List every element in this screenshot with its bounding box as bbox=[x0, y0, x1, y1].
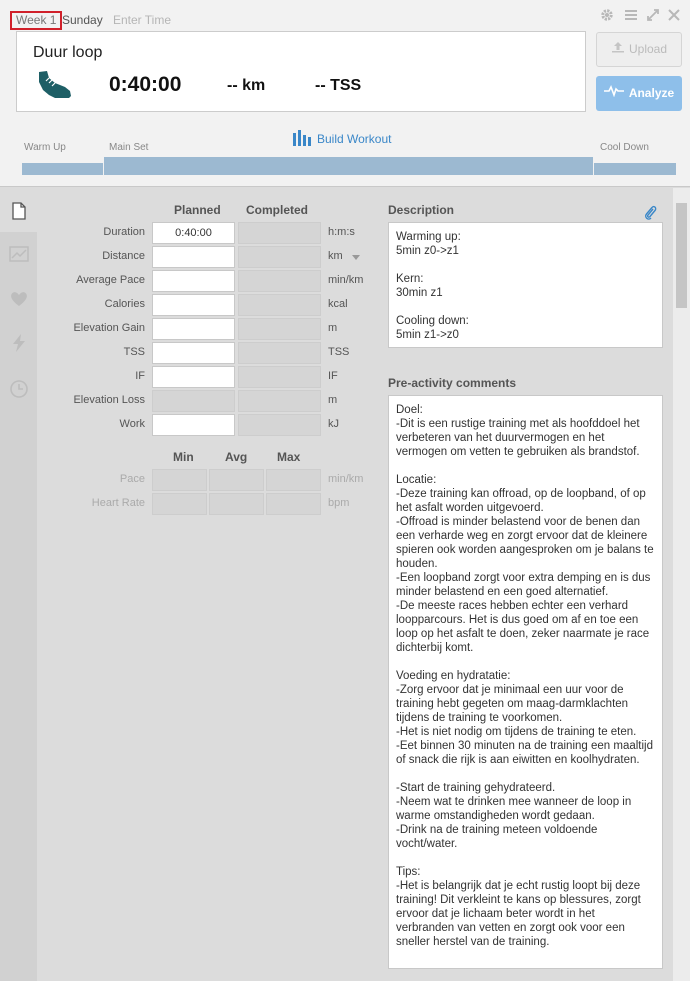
upload-icon bbox=[611, 33, 625, 66]
planned-input[interactable] bbox=[152, 390, 235, 412]
cool-down-label: Cool Down bbox=[600, 142, 649, 153]
workout-header bbox=[0, 0, 690, 187]
range-label: Heart Rate bbox=[91, 497, 145, 509]
completed-input[interactable] bbox=[238, 222, 321, 244]
planned-input[interactable] bbox=[152, 366, 235, 388]
paperclip-icon[interactable] bbox=[643, 203, 657, 224]
chevron-down-icon[interactable] bbox=[351, 251, 361, 265]
metric-unit: m bbox=[328, 322, 338, 334]
range-unit: bpm bbox=[328, 497, 350, 509]
workout-summary-card bbox=[16, 31, 586, 112]
clock-icon[interactable] bbox=[9, 379, 29, 399]
range-unit: min/km bbox=[328, 473, 364, 485]
upload-label: Upload bbox=[628, 42, 668, 56]
completed-input[interactable] bbox=[238, 342, 321, 364]
planned-input[interactable] bbox=[152, 414, 235, 436]
planned-input[interactable] bbox=[152, 342, 235, 364]
completed-input[interactable] bbox=[238, 270, 321, 292]
workout-details bbox=[37, 188, 673, 981]
metric-unit: IF bbox=[328, 370, 338, 382]
metric-label: TSS bbox=[123, 346, 145, 358]
planned-input[interactable] bbox=[152, 246, 235, 268]
metric-label: Distance bbox=[102, 250, 145, 262]
run-shoe-icon bbox=[35, 70, 73, 100]
workout-title[interactable]: Duur loop bbox=[33, 44, 103, 61]
completed-input[interactable] bbox=[238, 294, 321, 316]
main-set-label: Main Set bbox=[109, 142, 149, 153]
metric-label: Calories bbox=[104, 298, 145, 310]
completed-input[interactable] bbox=[238, 246, 321, 268]
menu-icon[interactable] bbox=[624, 8, 638, 22]
avg-input[interactable] bbox=[209, 469, 264, 491]
metric-unit: kcal bbox=[328, 298, 348, 310]
metric-unit: TSS bbox=[328, 346, 350, 358]
metric-label: Work bbox=[119, 418, 145, 430]
description-title: Description bbox=[388, 203, 455, 217]
metric-label: IF bbox=[135, 370, 145, 382]
planned-input[interactable] bbox=[152, 318, 235, 340]
upload-button[interactable] bbox=[596, 32, 682, 67]
cool-down-segment[interactable] bbox=[594, 163, 676, 175]
bar-chart-icon bbox=[292, 130, 312, 149]
day-label: Sunday bbox=[62, 13, 103, 27]
gear-icon[interactable] bbox=[600, 8, 614, 22]
build-workout-link[interactable] bbox=[292, 130, 391, 149]
completed-header: Completed bbox=[246, 203, 309, 217]
warm-up-segment[interactable] bbox=[22, 163, 103, 175]
chart-icon[interactable] bbox=[9, 244, 29, 264]
side-tabbar bbox=[0, 188, 37, 981]
metric-unit[interactable]: km bbox=[328, 250, 343, 262]
main-set-segment[interactable] bbox=[104, 157, 593, 175]
analyze-label: Analyze bbox=[628, 86, 675, 100]
metric-label: Duration bbox=[103, 226, 145, 238]
completed-input[interactable] bbox=[238, 414, 321, 436]
planned-input[interactable] bbox=[152, 270, 235, 292]
metric-label: Elevation Gain bbox=[73, 322, 145, 334]
max-input[interactable] bbox=[266, 493, 321, 515]
completed-input[interactable] bbox=[238, 318, 321, 340]
planned-input[interactable]: 0:40:00 bbox=[152, 222, 235, 244]
expand-icon[interactable] bbox=[646, 8, 660, 22]
description-text[interactable]: Warming up: 5min z0->z1 Kern: 30min z1 Cooling down: 5min z1->z0 bbox=[388, 222, 663, 348]
avg-input[interactable] bbox=[209, 493, 264, 515]
min-header: Min bbox=[173, 450, 194, 464]
completed-input[interactable] bbox=[238, 390, 321, 412]
planned-header: Planned bbox=[174, 203, 221, 217]
avg-header: Avg bbox=[225, 450, 248, 464]
metric-unit: kJ bbox=[328, 418, 339, 430]
max-input[interactable] bbox=[266, 469, 321, 491]
summary-distance: -- km bbox=[227, 77, 266, 94]
build-workout-label: Build Workout bbox=[317, 132, 392, 146]
metric-label: Elevation Loss bbox=[73, 394, 145, 406]
comments-title: Pre-activity comments bbox=[388, 376, 517, 390]
planned-input[interactable] bbox=[152, 294, 235, 316]
min-input[interactable] bbox=[152, 493, 207, 515]
metric-unit: h:m:s bbox=[328, 226, 355, 238]
week-label[interactable]: Week 1 bbox=[10, 11, 62, 30]
document-icon[interactable] bbox=[9, 201, 29, 221]
pulse-icon bbox=[604, 76, 624, 111]
range-label: Pace bbox=[119, 473, 145, 485]
completed-input[interactable] bbox=[238, 366, 321, 388]
heart-icon[interactable] bbox=[9, 289, 29, 309]
metric-unit: m bbox=[328, 394, 338, 406]
enter-time-field[interactable]: Enter Time bbox=[113, 13, 172, 27]
close-icon[interactable] bbox=[667, 8, 681, 22]
metric-unit: min/km bbox=[328, 274, 364, 286]
min-input[interactable] bbox=[152, 469, 207, 491]
metric-label: Average Pace bbox=[76, 274, 145, 286]
summary-duration: 0:40:00 bbox=[109, 73, 182, 96]
summary-tss: -- TSS bbox=[315, 77, 362, 94]
warm-up-label: Warm Up bbox=[24, 142, 66, 153]
scrollbar-thumb[interactable] bbox=[676, 203, 687, 308]
analyze-button[interactable] bbox=[596, 76, 682, 111]
lightning-icon[interactable] bbox=[9, 333, 29, 353]
max-header: Max bbox=[277, 450, 301, 464]
comments-text[interactable]: Doel: -Dit is een rustige training met als hoofddoel het verbeteren van het duurvermogen en het vermogen om vetten te gebruiken als brandstof. Locatie: -Deze training kan offroad, op de loopband, of op het asfalt worden uitgevoerd. -Offroad is minder belastend voor de benen dan een verharde weg en zorgt ervoor dat de kleinere spieren ook worden aangesproken om je balans te houden. -Een loopband zorgt voor extra demping en is dus minder belastend en een goed alternatief. -De meeste races hebben echter een verhard loopparcours. Het is dus goed om af en toe een loop op het asfalt te doen, zeker naarmate je race dichterbij komt. Voeding en hydratatie: -Zorg ervoor dat je minimaal een uur voor de training hebt gegeten om maag-darmklachten tijdens de training te voorkomen. -Het is niet nodig om tijdens de training te eten. -Eet binnen 30 minuten na de training een maaltijd of snack die rijk is aan eiwitten en koolhydraten. -Start de training gehydrateerd. -Neem wat te drinken mee wanneer de loop in warme omstandigheden wordt gedaan. -Drink na de training meteen voldoende vocht/water. Tips: -Het is belangrijk dat je echt rustig loopt bij deze training! Dit verkleint te kans op blessures, zorgt ervoor dat je lichaam beter wordt in het verbranden van vetten en zorgt ook voor een sneller herstel van de training. bbox=[388, 395, 663, 969]
